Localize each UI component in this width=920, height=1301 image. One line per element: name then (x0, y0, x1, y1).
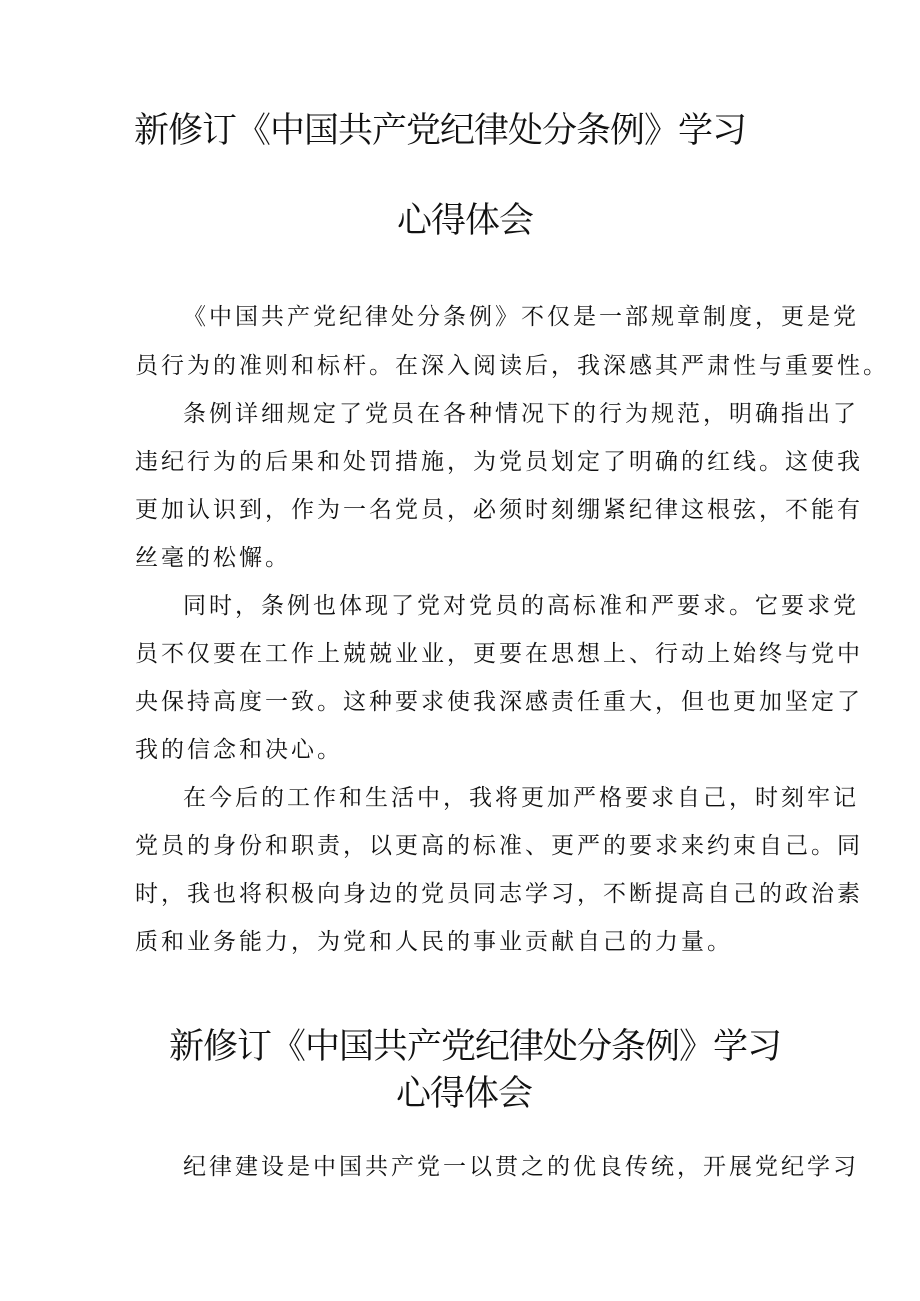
paragraph-line: 员行为的准则和标杆。在深入阅读后，我深感其严肃性与重要性。 (135, 353, 889, 379)
document-title-line-1: 新修订《中国共产党纪律处分条例》学习 (134, 111, 747, 151)
paragraph-line: 条例详细规定了党员在各种情况下的行为规范，明确指出了 (183, 401, 859, 427)
document-title-line-2: 心得体会 (397, 201, 534, 241)
second-document-title-line-2: 心得体会 (396, 1074, 533, 1114)
paragraph-line: 质和业务能力，为党和人民的事业贡献自己的力量。 (135, 929, 733, 955)
paragraph-line: 党员的身份和职责，以更高的标准、更严的要求来约束自己。同 (135, 833, 863, 859)
paragraph-line: 丝毫的松懈。 (135, 545, 291, 571)
paragraph-line: 更加认识到，作为一名党员，必须时刻绷紧纪律这根弦，不能有 (135, 497, 863, 523)
paragraph-line: 纪律建设是中国共产党一以贯之的优良传统，开展党纪学习 (183, 1154, 859, 1180)
paragraph-line: 在今后的工作和生活中，我将更加严格要求自己，时刻牢记 (183, 785, 859, 811)
paragraph-line: 违纪行为的后果和处罚措施，为党员划定了明确的红线。这使我 (135, 449, 863, 475)
paragraph-line: 我的信念和决心。 (135, 737, 343, 763)
paragraph-line: 员不仅要在工作上兢兢业业，更要在思想上、行动上始终与党中 (135, 641, 863, 667)
paragraph-line: 央保持高度一致。这种要求使我深感责任重大，但也更加坚定了 (135, 689, 863, 715)
paragraph-line: 时，我也将积极向身边的党员同志学习，不断提高自己的政治素 (135, 881, 863, 907)
second-document-title-line-1: 新修订《中国共产党纪律处分条例》学习 (169, 1027, 782, 1067)
paragraph-line: 《中国共产党纪律处分条例》不仅是一部规章制度，更是党 (183, 304, 859, 330)
paragraph-line: 同时，条例也体现了党对党员的高标准和严要求。它要求党 (183, 593, 859, 619)
